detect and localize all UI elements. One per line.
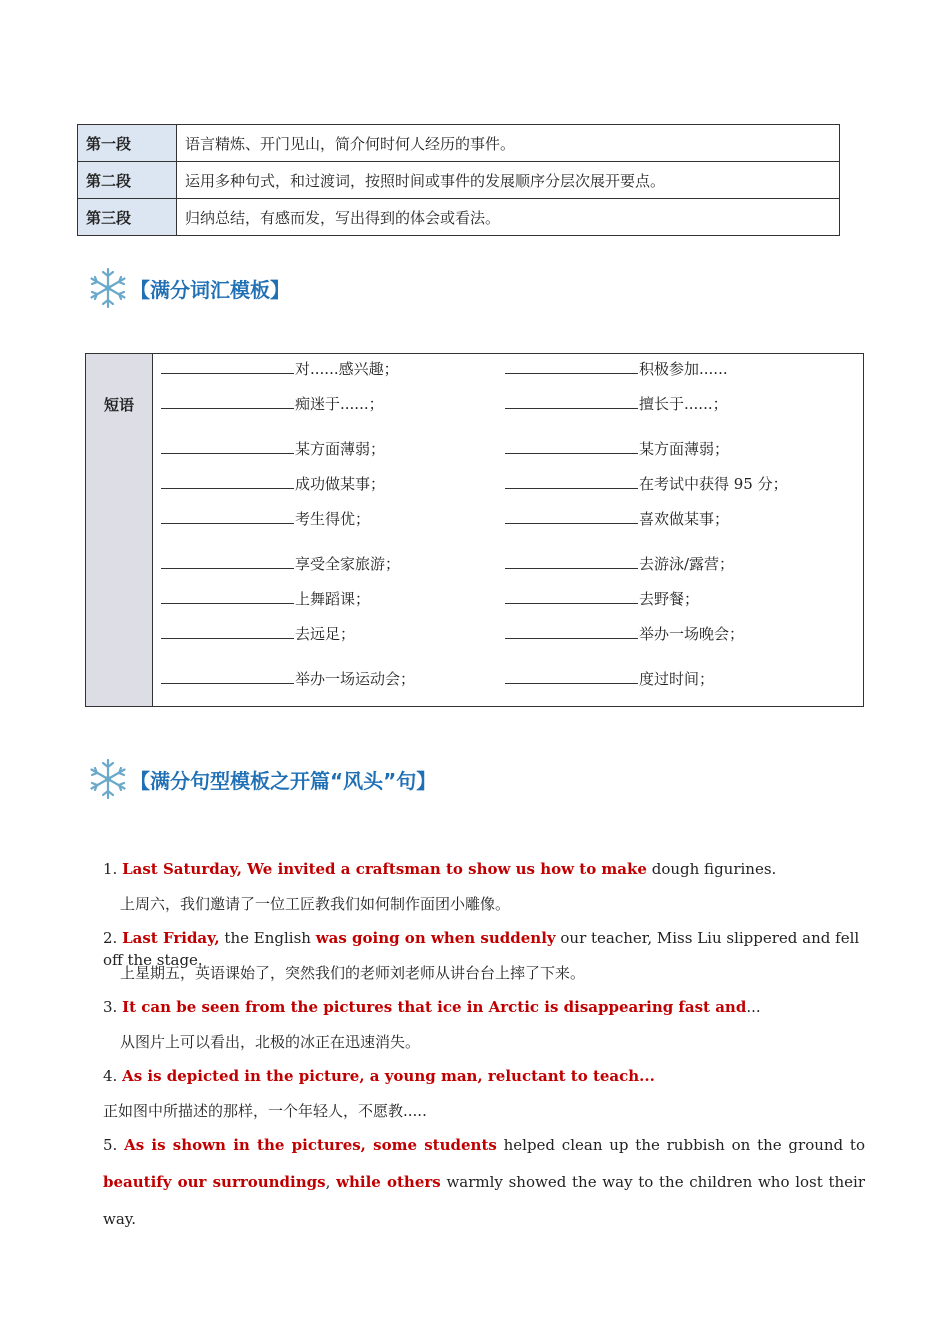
highlight-phrase: while others	[336, 1173, 441, 1191]
sentence-number: 2.	[103, 929, 123, 947]
answer-blank[interactable]	[505, 669, 638, 684]
sentence-text: helped clean up the rubbish on the ground to	[496, 1136, 865, 1154]
vocab-meaning: 举办一场晚会；	[639, 625, 745, 643]
sentence-section-title: 【满分句型模板之开篇“风头”句】	[130, 768, 437, 793]
sentence-number: 3.	[103, 998, 123, 1016]
sentence-text: warmly showed the way to the children who lost their way.	[103, 1173, 865, 1228]
answer-blank[interactable]	[161, 474, 294, 489]
sentence-text: our teacher, Miss Liu slippered and fell off the stage.	[103, 929, 860, 969]
vocab-meaning: 去野餐；	[639, 590, 700, 608]
snowflake-icon	[86, 266, 130, 310]
vocab-meaning: 上舞蹈课；	[295, 590, 371, 608]
vocab-meaning: 某方面薄弱；	[295, 440, 386, 458]
sentence-4-translation: 正如图中所描述的那样，一个年轻人，不愿教.....	[103, 1102, 427, 1120]
sentence-section-heading	[86, 757, 436, 801]
sentence-3-translation: 从图片上可以看出，北极的冰正在迅速消失。	[120, 1033, 421, 1051]
sentence-5	[103, 1127, 865, 1238]
sentence-1	[103, 858, 865, 880]
answer-blank[interactable]	[161, 509, 294, 524]
vocab-meaning: 举办一场运动会；	[295, 670, 416, 688]
sentence-1-translation: 上周六，我们邀请了一位工匠教我们如何制作面团小雕像。	[120, 895, 511, 913]
paragraph-description: 归纳总结，有感而发，写出得到的体会或看法。	[177, 199, 840, 236]
paragraph-label: 第三段	[78, 199, 177, 236]
highlight-phrase: Last Saturday, We invited a craftsman to show us how to make	[122, 860, 647, 878]
vocab-side-label: 短语	[103, 396, 134, 414]
sentence-text: the English	[219, 929, 316, 947]
vocab-meaning: 享受全家旅游；	[295, 555, 401, 573]
vocab-section-heading	[86, 266, 290, 310]
vocab-meaning: 对......感兴趣；	[295, 360, 399, 378]
sentence-text: ,	[325, 1173, 337, 1191]
paragraph-label: 第一段	[78, 125, 177, 162]
answer-blank[interactable]	[505, 394, 638, 409]
vocab-side-column	[86, 354, 153, 706]
vocab-meaning: 度过时间；	[639, 670, 715, 688]
highlight-phrase: was going on when suddenly	[315, 929, 556, 947]
vocab-meaning: 某方面薄弱；	[639, 440, 730, 458]
sentence-4	[103, 1065, 865, 1087]
highlight-phrase: Last Friday,	[122, 929, 220, 947]
answer-blank[interactable]	[161, 439, 294, 454]
answer-blank[interactable]	[161, 394, 294, 409]
snowflake-icon	[86, 757, 130, 801]
answer-blank[interactable]	[505, 509, 638, 524]
table-row	[78, 125, 840, 162]
answer-blank[interactable]	[505, 439, 638, 454]
sentence-2-translation: 上星期五，英语课始了，突然我们的老师刘老师从讲台台上摔了下来。	[120, 964, 586, 982]
sentence-number: 5.	[103, 1136, 125, 1154]
vocab-meaning: 擅长于......；	[639, 395, 728, 413]
vocab-meaning: 痴迷于......；	[295, 395, 384, 413]
answer-blank[interactable]	[505, 474, 638, 489]
answer-blank[interactable]	[161, 589, 294, 604]
table-row	[78, 199, 840, 236]
vocab-meaning: 去游泳/露营；	[639, 555, 735, 573]
vocab-meaning: 喜欢做某事；	[639, 510, 730, 528]
highlight-phrase: beautify our surroundings	[103, 1173, 326, 1191]
vocab-meaning: 去远足；	[295, 625, 356, 643]
vocab-table	[85, 353, 864, 707]
sentence-3	[103, 996, 865, 1018]
answer-blank[interactable]	[505, 554, 638, 569]
answer-blank[interactable]	[161, 624, 294, 639]
highlight-phrase: As is shown in the pictures, some students	[124, 1136, 497, 1154]
answer-blank[interactable]	[161, 669, 294, 684]
vocab-meaning: 在考试中获得 95 分；	[639, 475, 788, 493]
answer-blank[interactable]	[161, 359, 294, 374]
paragraph-description: 语言精炼、开门见山，简介何时何人经历的事件。	[177, 125, 840, 162]
answer-blank[interactable]	[161, 554, 294, 569]
highlight-phrase: As is depicted in the picture, a young man, reluctant to teach...	[122, 1067, 655, 1085]
paragraph-label: 第二段	[78, 162, 177, 199]
vocab-meaning: 积极参加......	[639, 360, 728, 378]
highlight-phrase: It can be seen from the pictures that ice in Arctic is disappearing fast and	[122, 998, 747, 1016]
vocab-meaning: 考生得优；	[295, 510, 371, 528]
paragraph-description: 运用多种句式，和过渡词，按照时间或事件的发展顺序分层次展开要点。	[177, 162, 840, 199]
sentence-number: 4.	[103, 1067, 123, 1085]
sentence-number: 1.	[103, 860, 123, 878]
vocab-section-title: 【满分词汇模板】	[130, 277, 290, 302]
sentence-text: ...	[746, 998, 761, 1016]
paragraph-structure-table	[77, 124, 840, 236]
answer-blank[interactable]	[505, 359, 638, 374]
table-row	[78, 162, 840, 199]
sentence-text: dough figurines.	[646, 860, 777, 878]
answer-blank[interactable]	[505, 624, 638, 639]
vocab-meaning: 成功做某事；	[295, 475, 386, 493]
answer-blank[interactable]	[505, 589, 638, 604]
